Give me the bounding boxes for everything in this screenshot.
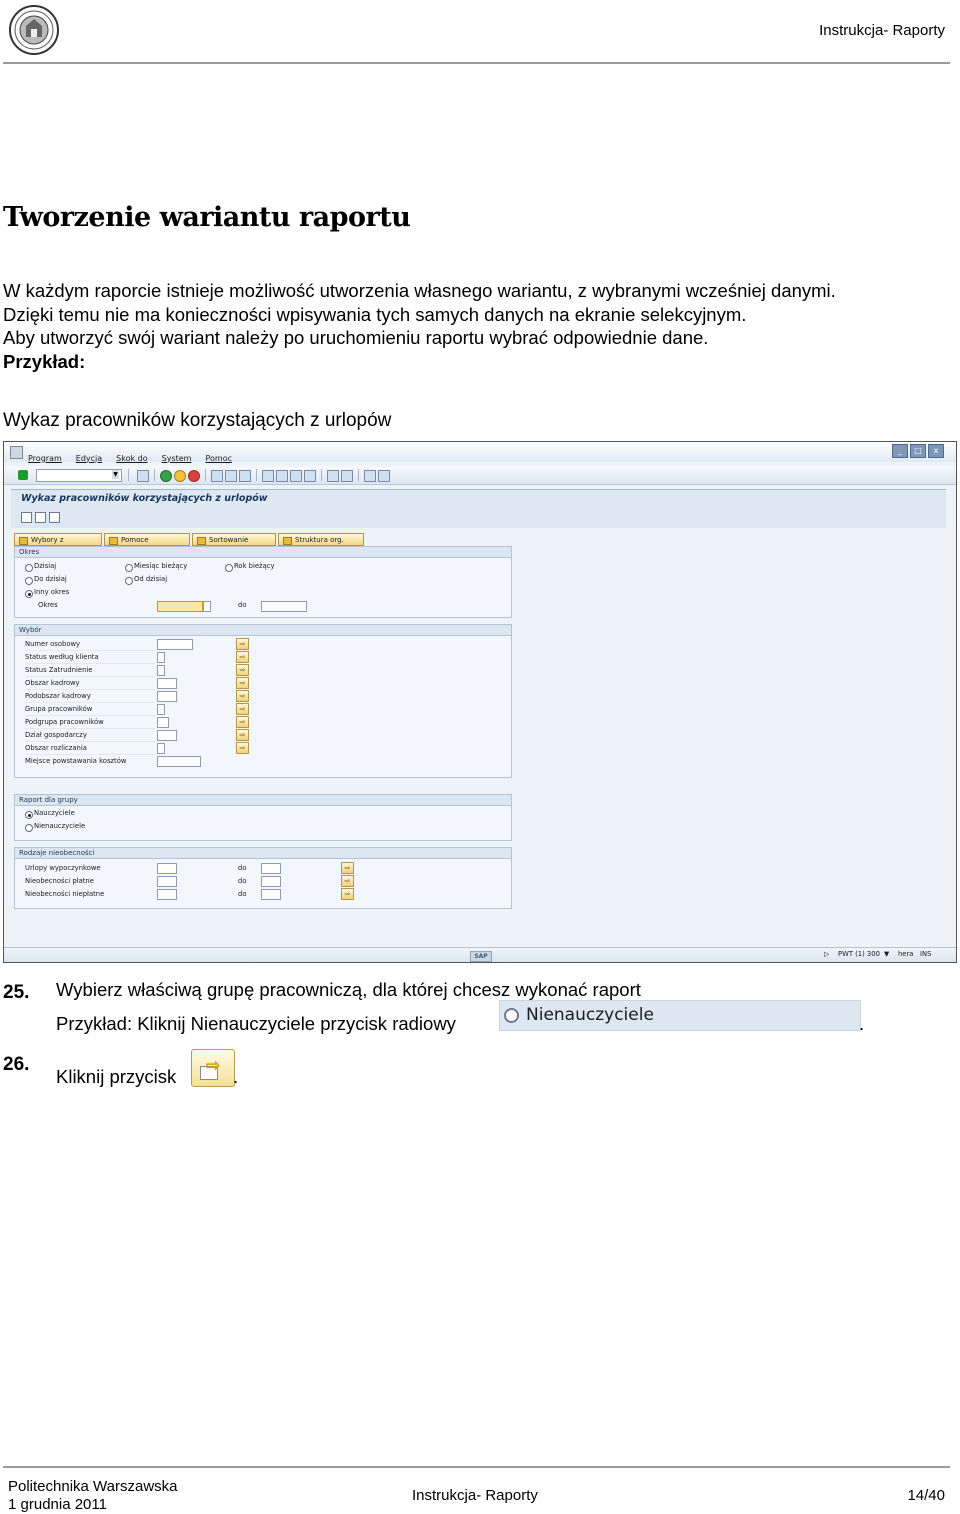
page-number: 14/40: [907, 1487, 945, 1504]
multiple-selection-icon[interactable]: ⇨: [236, 742, 249, 754]
radio-label: Do dzisiaj: [34, 575, 67, 583]
row-divider: [25, 676, 155, 677]
field-input[interactable]: [157, 717, 169, 728]
from-input[interactable]: [157, 863, 177, 874]
selection-options-icon[interactable]: [49, 512, 60, 523]
window-controls: [892, 444, 944, 458]
period-group-title: Okres: [19, 548, 40, 556]
program-header: [11, 489, 946, 528]
period-field-label: Okres: [38, 601, 58, 609]
inline-radio-screenshot: [499, 1000, 861, 1031]
toolbar-separator: [128, 469, 129, 481]
tab-sortowanie[interactable]: Sortowanie: [192, 533, 276, 546]
to-input[interactable]: [261, 863, 281, 874]
radio-nauczyciele[interactable]: [25, 811, 33, 819]
multiple-selection-icon[interactable]: ⇨: [236, 729, 249, 741]
menu-pomoc[interactable]: Pomoc: [205, 453, 232, 463]
multiple-selection-icon[interactable]: ⇨: [236, 664, 249, 676]
step-trailing-dot: .: [233, 1066, 239, 1087]
radio-label: Dzisiaj: [34, 562, 57, 570]
toolbar-separator: [256, 469, 257, 481]
radio-icon: [504, 1008, 519, 1023]
menu-edycja[interactable]: Edycja: [75, 453, 103, 463]
step-number: 25.: [3, 982, 30, 1003]
to-label: do: [238, 890, 247, 898]
multiple-selection-icon[interactable]: ⇨: [341, 862, 354, 874]
chevron-down-icon[interactable]: ▼: [113, 471, 118, 478]
last-page-icon[interactable]: [304, 470, 316, 482]
field-input[interactable]: [157, 743, 165, 754]
menu-skok-do[interactable]: Skok do: [116, 453, 148, 463]
row-divider: [25, 741, 155, 742]
minimize-button[interactable]: _: [892, 444, 908, 458]
execute-icon: [191, 1049, 235, 1087]
toolbar-separator: [321, 469, 322, 481]
absence-types-group: [14, 847, 512, 909]
period-to-label: do: [238, 601, 247, 609]
field-input[interactable]: [157, 665, 165, 676]
radio-od-dzisiaj[interactable]: [125, 577, 133, 585]
previous-page-icon[interactable]: [276, 470, 288, 482]
report-group-box: [14, 794, 512, 841]
group-header: [15, 625, 511, 636]
menu-system[interactable]: System: [161, 453, 192, 463]
enter-check-icon[interactable]: [18, 470, 28, 480]
step-number: 26.: [3, 1054, 30, 1075]
paragraph-line: Dzięki temu nie ma konieczności wpisywania tych samych danych na ekranie selekcyjnym.: [3, 303, 747, 325]
save-icon[interactable]: [137, 470, 149, 482]
row-divider: [25, 728, 155, 729]
execute-icon[interactable]: [21, 512, 32, 523]
field-label: Podgrupa pracowników: [25, 718, 104, 726]
field-input[interactable]: [157, 652, 165, 663]
toolbar-separator: [205, 469, 206, 481]
footer-divider: [3, 1466, 950, 1468]
period-group: [14, 546, 512, 618]
multiple-selection-icon[interactable]: ⇨: [236, 638, 249, 650]
absence-group-title: Rodzaje nieobecności: [19, 849, 95, 857]
field-label: Podobszar kadrowy: [25, 692, 91, 700]
footer-institution: Politechnika Warszawska: [8, 1478, 178, 1495]
toolbar-separator: [154, 469, 155, 481]
multiple-selection-icon[interactable]: ⇨: [236, 651, 249, 663]
to-input[interactable]: [261, 889, 281, 900]
maximize-button[interactable]: □: [910, 444, 926, 458]
radio-label: Miesiąc bieżący: [134, 562, 188, 570]
row-divider: [25, 650, 155, 651]
example-label: Przykład:: [3, 350, 86, 372]
field-label: Dział gospodarczy: [25, 731, 87, 739]
print-icon[interactable]: [211, 470, 223, 482]
period-to-input[interactable]: [261, 601, 307, 612]
paragraph-line: Aby utworzyć swój wariant należy po uruchomieniu raportu wybrać odpowiednie dane.: [3, 327, 709, 348]
tab-pomoce-wyszukiwania[interactable]: Pomoce: [104, 533, 190, 546]
group-header: [15, 795, 511, 806]
find-icon[interactable]: [225, 470, 237, 482]
field-label: Grupa pracowników: [25, 705, 93, 713]
close-button[interactable]: x: [928, 444, 944, 458]
selection-group: [14, 624, 512, 778]
next-page-icon[interactable]: [290, 470, 302, 482]
group-header: [15, 547, 511, 558]
field-label: Miejsce powstawania kosztów: [25, 757, 127, 765]
radio-label: Nienauczyciele: [34, 822, 86, 830]
selection-group-title: Wybór: [19, 626, 42, 634]
radio-rok-biezacy[interactable]: [225, 564, 233, 572]
field-input[interactable]: [157, 639, 193, 650]
report-group-title: Raport dla grupy: [19, 796, 78, 804]
multiple-selection-icon[interactable]: ⇨: [236, 703, 249, 715]
field-input[interactable]: [157, 730, 177, 741]
program-title: Wykaz pracowników korzystających z urlopów: [21, 493, 268, 504]
paragraph-line: W każdym raporcie istnieje możliwość utworzenia własnego wariantu, z wybranymi wcześniej danymi.: [3, 280, 836, 301]
field-label: Nieobecności niepłatne: [25, 890, 105, 898]
cancel-icon[interactable]: [188, 470, 200, 482]
sap-standard-toolbar: [4, 466, 956, 485]
step-text: Kliknij przycisk: [56, 1066, 177, 1087]
multiple-selection-icon[interactable]: ⇨: [236, 716, 249, 728]
inline-radio-label: Nienauczyciele: [526, 1005, 654, 1025]
radio-dzisiaj[interactable]: [25, 564, 33, 572]
field-label: Urlopy wypoczynkowe: [25, 864, 101, 872]
field-label: Numer osobowy: [25, 640, 81, 648]
to-input[interactable]: [261, 876, 281, 887]
field-label: Obszar rozliczania: [25, 744, 87, 752]
help-icon[interactable]: [364, 470, 376, 482]
document-title: Tworzenie wariantu raportu: [3, 202, 411, 233]
layout-menu-icon[interactable]: [378, 470, 390, 482]
footer-left: [8, 1478, 178, 1514]
step-trailing-dot: .: [859, 1013, 865, 1034]
to-label: do: [238, 864, 247, 872]
back-icon[interactable]: [160, 470, 172, 482]
radio-miesiac-biezacy[interactable]: [125, 564, 133, 572]
field-label: Obszar kadrowy: [25, 679, 80, 687]
footer-title: Instrukcja- Raporty: [412, 1487, 538, 1504]
from-input[interactable]: [157, 889, 177, 900]
group-header: [15, 848, 511, 859]
screenshot-caption: Wykaz pracowników korzystających z urlopów: [3, 410, 392, 431]
field-input[interactable]: [157, 704, 165, 715]
new-session-icon[interactable]: [327, 470, 339, 482]
first-page-icon[interactable]: [262, 470, 274, 482]
field-label: Nieobecności płatne: [25, 877, 94, 885]
toolbar-separator: [358, 469, 359, 481]
multiple-selection-icon[interactable]: ⇨: [236, 690, 249, 702]
radio-label: Od dzisiaj: [134, 575, 168, 583]
field-input[interactable]: [157, 756, 201, 767]
radio-inny-okres[interactable]: [25, 590, 33, 598]
row-divider: [25, 702, 155, 703]
command-field[interactable]: [36, 469, 122, 482]
status-mode: INS: [920, 950, 932, 958]
to-label: do: [238, 877, 247, 885]
row-divider: [25, 663, 155, 664]
find-next-icon[interactable]: [239, 470, 251, 482]
radio-nienauczyciele[interactable]: [25, 824, 33, 832]
field-input[interactable]: [157, 678, 177, 689]
university-seal-icon: [8, 4, 60, 56]
tab-struktura-org[interactable]: Struktura org.: [278, 533, 364, 546]
radio-label: Rok bieżący: [234, 562, 275, 570]
row-divider: [25, 754, 155, 755]
arrow-right-icon: ⇨: [206, 1056, 221, 1075]
menu-program[interactable]: Program: [28, 453, 62, 463]
row-divider: [25, 715, 155, 716]
sap-menu-bar: [4, 450, 232, 466]
field-label: Status Zatrudnienie: [25, 666, 93, 674]
get-variant-icon[interactable]: [35, 512, 46, 523]
period-help-button[interactable]: [203, 601, 211, 612]
multiple-selection-icon[interactable]: ⇨: [236, 677, 249, 689]
radio-do-dzisiaj[interactable]: [25, 577, 33, 585]
status-server: hera: [898, 950, 914, 958]
sap-status-bar: [4, 947, 956, 962]
row-divider: [25, 689, 155, 690]
period-from-input[interactable]: [157, 601, 203, 612]
sap-logo: SAP: [470, 951, 492, 962]
radio-label: Nauczyciele: [34, 809, 75, 817]
intro-paragraph: [3, 279, 943, 373]
header-title: Instrukcja- Raporty: [819, 22, 945, 39]
header-divider: [3, 62, 950, 64]
sap-screenshot: [3, 441, 957, 963]
step-example-text: Przykład: Kliknij Nienauczyciele przycisk radiowy: [56, 1013, 456, 1034]
exit-icon[interactable]: [174, 470, 186, 482]
field-label: Status według klienta: [25, 653, 99, 661]
multiple-selection-icon[interactable]: ⇨: [341, 888, 354, 900]
status-system: PWT (1) 300: [838, 950, 880, 958]
tab-wybory-z[interactable]: Wybory z: [14, 533, 102, 546]
radio-label: Inny okres: [34, 588, 70, 596]
shortcut-icon[interactable]: [341, 470, 353, 482]
status-expand-icon[interactable]: ▷: [824, 950, 830, 958]
footer-date: 1 grudnia 2011: [8, 1496, 107, 1513]
field-input[interactable]: [157, 691, 177, 702]
step-text: Wybierz właściwą grupę pracowniczą, dla której chcesz wykonać raport: [56, 979, 641, 1000]
status-dropdown-icon[interactable]: ▼: [884, 950, 890, 958]
multiple-selection-icon[interactable]: ⇨: [341, 875, 354, 887]
from-input[interactable]: [157, 876, 177, 887]
